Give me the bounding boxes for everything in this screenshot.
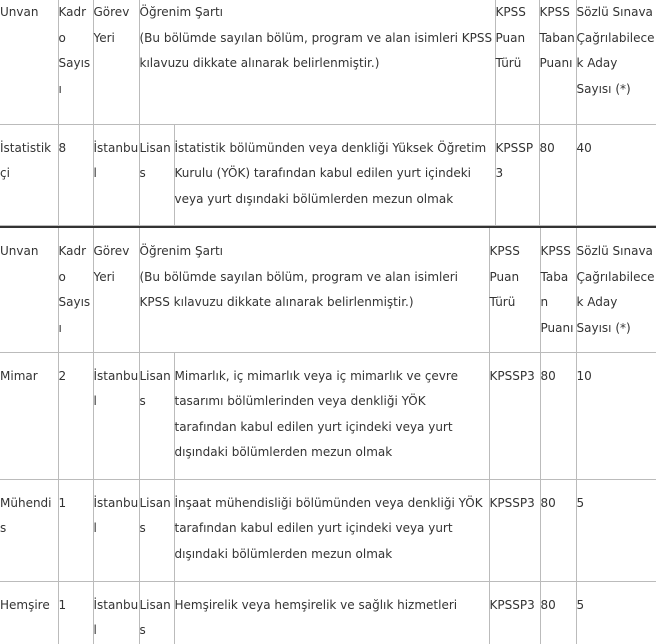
header-unvan: Unvan — [0, 227, 58, 352]
cell-kadro: 1 — [58, 581, 93, 644]
cell-ogrenim: Mimarlık, iç mimarlık veya iç mimarlık ve çevre tasarımı bölümlerinden veya denkliği YÖK tarafından kabul edilen yurt içindeki veya yurt dışındaki bölümlerden mezun olmak — [174, 352, 489, 479]
header-ogrenim: Öğrenim Şartı (Bu bölümde sayılan bölüm, program ve alan isimleri KPSS kılavuzu dikkate alınarak belirlenmiştir.) — [139, 0, 495, 124]
table-row — [0, 124, 656, 225]
staff-table-2 — [0, 226, 656, 644]
cell-ogrenim: İstatistik bölümünden veya denkliği Yüksek Öğretim Kurulu (YÖK) tarafından kabul edilen yurt içindeki veya yurt dışındaki bölümlerden mezun olmak — [174, 124, 495, 225]
cell-puan-turu: KPSSP3 — [489, 581, 540, 644]
header-gorev: Görev Yeri — [93, 0, 139, 124]
cell-taban: 80 — [540, 581, 576, 644]
cell-duzey: Lisans — [139, 352, 174, 479]
cell-unvan: Mimar — [0, 352, 58, 479]
cell-unvan: Hemşire — [0, 597, 50, 612]
table-header-row — [0, 227, 656, 352]
header-sozlu: Sözlü Sınava Çağrılabilecek Aday Sayısı (*) — [576, 0, 656, 124]
header-kadro: Kadro Sayısı — [58, 0, 93, 124]
cell-aday: 40 — [576, 124, 656, 225]
cell-unvan: İstatistikçi — [0, 124, 58, 225]
table-row — [0, 479, 656, 581]
cell-puan-turu: KPSSP3 — [489, 479, 540, 581]
cell-duzey: Lisans — [139, 581, 174, 644]
header-kpss-taban: KPSS Taban Puanı — [539, 0, 576, 124]
cell-taban: 80 — [539, 124, 576, 225]
cell-kadro: 1 — [58, 479, 93, 581]
cell-ogrenim: Hemşirelik veya hemşirelik ve sağlık hizmetleri — [174, 581, 489, 644]
cell-taban: 80 — [540, 352, 576, 479]
cell-puan-turu: KPSSP3 — [489, 352, 540, 479]
cell-kadro: 8 — [58, 124, 93, 225]
header-kpss-taban: KPSS Taban Puanı — [540, 227, 576, 352]
cell-aday: 5 — [576, 479, 656, 581]
cell-gorev: İstanbul — [93, 479, 139, 581]
cell-duzey: Lisans — [139, 479, 174, 581]
header-gorev: Görev Yeri — [93, 227, 139, 352]
cell-gorev: İstanbul — [93, 352, 139, 479]
header-sozlu: Sözlü Sınava Çağrılabilecek Aday Sayısı (*) — [576, 227, 656, 352]
table-header-row — [0, 0, 656, 124]
cell-aday: 10 — [576, 352, 656, 479]
cell-unvan: Mühendis — [0, 479, 58, 581]
cell-kadro: 2 — [58, 352, 93, 479]
cell-duzey: Lisans — [139, 124, 174, 225]
header-ogrenim: Öğrenim Şartı (Bu bölümde sayılan bölüm, program ve alan isimleri KPSS kılavuzu dikkate alınarak belirlenmiştir.) — [139, 227, 489, 352]
header-kadro: Kadro Sayısı — [58, 227, 93, 352]
header-kpss-puan: KPSS Puan Türü — [489, 227, 540, 352]
table-row — [0, 581, 656, 644]
header-unvan: Unvan — [0, 0, 58, 124]
header-kpss-puan: KPSS Puan Türü — [495, 0, 539, 124]
staff-table-1 — [0, 0, 656, 226]
cell-aday: 5 — [576, 581, 656, 644]
table-row — [0, 352, 656, 479]
cell-taban: 80 — [540, 479, 576, 581]
cell-gorev: İstanbul — [93, 581, 139, 644]
cell-puan-turu: KPSSP3 — [495, 124, 539, 225]
cell-gorev: İstanbul — [93, 124, 139, 225]
cell-ogrenim: İnşaat mühendisliği bölümünden veya denkliği YÖK tarafından kabul edilen yurt içindeki veya yurt dışındaki bölümlerden mezun olmak — [174, 479, 489, 581]
